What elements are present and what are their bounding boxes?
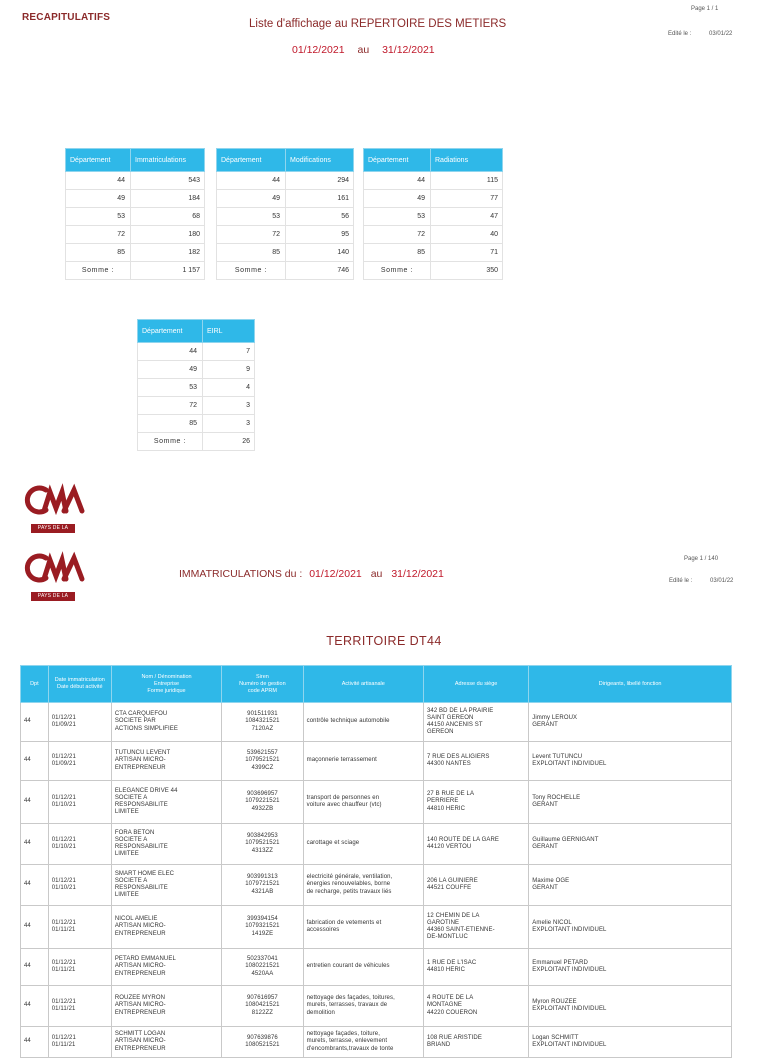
column-header: Département <box>217 149 286 172</box>
table-row <box>138 379 255 397</box>
dept-cell: 44 <box>217 172 286 190</box>
value-cell: 68 <box>131 208 205 226</box>
total-value: 1 157 <box>131 262 205 280</box>
date-from: 01/12/2021 <box>309 568 362 580</box>
column-header: EIRL <box>203 320 255 343</box>
table-row <box>66 172 205 190</box>
address-cell: 206 LA GUINIERE 44521 COUFFE <box>423 865 528 906</box>
column-header: Département <box>364 149 431 172</box>
table-row <box>364 208 503 226</box>
manager-cell: Amelie NICOL EXPLOITANT INDIVIDUEL <box>529 906 732 949</box>
column-header: Adresse du siège <box>423 666 528 703</box>
table-row <box>66 244 205 262</box>
date-separator: au <box>357 44 370 56</box>
total-row <box>138 433 255 451</box>
company-cell: ROUZEE MYRON ARTISAN MICRO- ENTREPRENEUR <box>111 986 221 1027</box>
company-cell: SMART HOME ELEC SOCIETE A RESPONSABILITE LIMITEE <box>111 865 221 906</box>
date-cell: 01/12/21 01/11/21 <box>48 906 111 949</box>
total-value: 746 <box>286 262 354 280</box>
dept-cell: 44 <box>364 172 431 190</box>
address-cell: 12 CHEMIN DE LA GAROTINE 44360 SAINT-ETIENNE- DE-MONTLUC <box>423 906 528 949</box>
dept-cell: 53 <box>66 208 131 226</box>
table-row <box>217 208 354 226</box>
table-row <box>217 226 354 244</box>
header-row <box>21 666 732 703</box>
date-cell: 01/12/21 01/10/21 <box>48 781 111 824</box>
date-cell: 01/12/21 01/09/21 <box>48 742 111 781</box>
siren-cell: 539621557 1079521521 4399CZ <box>222 742 303 781</box>
address-cell: 7 RUE DES ALIGIERS 44300 NANTES <box>423 742 528 781</box>
cma-logo <box>20 482 86 540</box>
dept-cell: 49 <box>364 190 431 208</box>
activity-cell: nettoyage des façades, toitures, murets, terrasses, travaux de demolition <box>303 986 423 1027</box>
value-cell: 71 <box>431 244 503 262</box>
total-row <box>364 262 503 280</box>
table-row <box>21 1027 732 1058</box>
manager-cell: Guillaume GERNIGANT GERANT <box>529 824 732 865</box>
date-separator: au <box>370 568 383 580</box>
dept-cell: 72 <box>364 226 431 244</box>
column-header: Dirigeants, libellé fonction <box>529 666 732 703</box>
value-cell: 7 <box>203 343 255 361</box>
value-cell: 543 <box>131 172 205 190</box>
column-header: Nom / Dénomination Entreprise Forme juridique <box>111 666 221 703</box>
activity-cell: entretien courant de véhicules <box>303 949 423 986</box>
date-to: 31/12/2021 <box>382 44 435 56</box>
column-header: Siren Numéro de gestion code APRM <box>222 666 303 703</box>
manager-cell: Logan SCHMITT EXPLOITANT INDIVIDUEL <box>529 1027 732 1058</box>
value-cell: 9 <box>203 361 255 379</box>
value-cell: 115 <box>431 172 503 190</box>
column-header: Département <box>138 320 203 343</box>
dept-cell: 44 <box>66 172 131 190</box>
table-row <box>21 781 732 824</box>
siren-cell: 903991313 1079721521 4321AB <box>222 865 303 906</box>
dept-cell: 85 <box>66 244 131 262</box>
value-cell: 184 <box>131 190 205 208</box>
table-row <box>364 226 503 244</box>
edit-label: Edité le : <box>668 31 692 37</box>
date-cell: 01/12/21 01/11/21 <box>48 949 111 986</box>
modifications-table <box>216 148 354 280</box>
column-header: Radiations <box>431 149 503 172</box>
column-header: Activité artisanale <box>303 666 423 703</box>
activity-cell: carottage et sciage <box>303 824 423 865</box>
territoire-title: TERRITOIRE DT44 <box>326 634 442 648</box>
value-cell: 182 <box>131 244 205 262</box>
dpt-cell: 44 <box>21 781 49 824</box>
table-row <box>364 244 503 262</box>
page-number: Page 1 / 1 <box>691 6 719 12</box>
table-row <box>66 190 205 208</box>
table-row <box>364 172 503 190</box>
total-value: 26 <box>203 433 255 451</box>
total-label: Somme : <box>217 262 286 280</box>
immatriculations-detail-table <box>20 665 732 1058</box>
table-row <box>138 397 255 415</box>
total-row <box>66 262 205 280</box>
activity-cell: transport de personnes en voiture avec chauffeur (vtc) <box>303 781 423 824</box>
address-cell: 1 RUE DE L'ISAC 44810 HERIC <box>423 949 528 986</box>
activity-cell: maçonnerie terrassement <box>303 742 423 781</box>
logo-caption: PAYS DE LA LOIRE <box>31 524 75 533</box>
table-row <box>66 226 205 244</box>
value-cell: 95 <box>286 226 354 244</box>
company-cell: CTA CARQUEFOU SOCIETE PAR ACTIONS SIMPLIFIEE <box>111 703 221 742</box>
total-value: 350 <box>431 262 503 280</box>
total-label: Somme : <box>66 262 131 280</box>
activity-cell: contrôle technique automobile <box>303 703 423 742</box>
value-cell: 47 <box>431 208 503 226</box>
cma-logo-mark <box>20 482 86 518</box>
dpt-cell: 44 <box>21 949 49 986</box>
date-range <box>292 44 435 56</box>
value-cell: 77 <box>431 190 503 208</box>
date-cell: 01/12/21 01/11/21 <box>48 1027 111 1058</box>
page-number: Page 1 / 140 <box>684 556 719 562</box>
dept-cell: 49 <box>66 190 131 208</box>
edit-date-value: 03/01/22 <box>710 578 734 584</box>
siren-cell: 502337041 1080221521 4520AA <box>222 949 303 986</box>
value-cell: 3 <box>203 415 255 433</box>
date-to: 31/12/2021 <box>391 568 444 580</box>
value-cell: 56 <box>286 208 354 226</box>
edit-date-value: 03/01/22 <box>709 31 733 37</box>
table-row <box>21 703 732 742</box>
table-row <box>138 343 255 361</box>
siren-cell: 907639876 1080521521 <box>222 1027 303 1058</box>
activity-cell: fabrication de vetements et accessoires <box>303 906 423 949</box>
table-row <box>21 865 732 906</box>
value-cell: 40 <box>431 226 503 244</box>
table-row <box>364 190 503 208</box>
company-cell: FORA BETON SOCIETE A RESPONSABILITE LIMITEE <box>111 824 221 865</box>
dept-cell: 53 <box>217 208 286 226</box>
immatriculations-title <box>179 568 444 580</box>
total-label: Somme : <box>364 262 431 280</box>
dept-cell: 53 <box>138 379 203 397</box>
table-row <box>217 172 354 190</box>
dept-cell: 85 <box>364 244 431 262</box>
dpt-cell: 44 <box>21 703 49 742</box>
dept-cell: 72 <box>66 226 131 244</box>
value-cell: 180 <box>131 226 205 244</box>
cma-logo-mark <box>20 550 86 586</box>
logo-caption: PAYS DE LA LOIRE <box>31 592 75 601</box>
activity-cell: electricité générale, ventilation, énergies renouvelables, borne de recharge, petits travaux liés <box>303 865 423 906</box>
dept-cell: 72 <box>217 226 286 244</box>
table-row <box>21 949 732 986</box>
title-prefix: IMMATRICULATIONS du : <box>179 568 303 580</box>
company-cell: SCHMITT LOGAN ARTISAN MICRO- ENTREPRENEUR <box>111 1027 221 1058</box>
dept-cell: 53 <box>364 208 431 226</box>
dept-cell: 49 <box>138 361 203 379</box>
column-header: Dpt <box>21 666 49 703</box>
value-cell: 3 <box>203 397 255 415</box>
value-cell: 294 <box>286 172 354 190</box>
dept-cell: 49 <box>217 190 286 208</box>
column-header: Date immatriculation Date début activité <box>48 666 111 703</box>
manager-cell: Myron ROUZEE EXPLOITANT INDIVIDUEL <box>529 986 732 1027</box>
table-row <box>138 415 255 433</box>
table-row <box>217 244 354 262</box>
address-cell: 108 RUE ARISTIDE BRIAND <box>423 1027 528 1058</box>
date-from: 01/12/2021 <box>292 44 345 56</box>
column-header: Immatriculations <box>131 149 205 172</box>
date-cell: 01/12/21 01/09/21 <box>48 703 111 742</box>
table-row <box>21 824 732 865</box>
company-cell: PETARD EMMANUEL ARTISAN MICRO- ENTREPRENEUR <box>111 949 221 986</box>
immatriculations-table <box>65 148 205 280</box>
dpt-cell: 44 <box>21 742 49 781</box>
dpt-cell: 44 <box>21 1027 49 1058</box>
manager-cell: Maxime OGE GERANT <box>529 865 732 906</box>
table-row <box>138 361 255 379</box>
column-header: Modifications <box>286 149 354 172</box>
value-cell: 140 <box>286 244 354 262</box>
table-row <box>21 986 732 1027</box>
activity-cell: nettoyage façades, toiture, murets, terrasse, enlevement d'encombrants,travaux de tonte <box>303 1027 423 1058</box>
dept-cell: 72 <box>138 397 203 415</box>
edit-label: Edité le : <box>669 578 693 584</box>
date-cell: 01/12/21 01/11/21 <box>48 986 111 1027</box>
table-row <box>66 208 205 226</box>
address-cell: 342 BD DE LA PRAIRIE SAINT GEREON 44150 ANCENIS ST GEREON <box>423 703 528 742</box>
edit-date <box>669 578 733 584</box>
company-cell: TUTUNCU LEVENT ARTISAN MICRO- ENTREPRENEUR <box>111 742 221 781</box>
siren-cell: 399394154 1079321521 1419ZE <box>222 906 303 949</box>
dept-cell: 85 <box>138 415 203 433</box>
company-cell: ELEGANCE DRIVE 44 SOCIETE A RESPONSABILITE LIMITEE <box>111 781 221 824</box>
manager-cell: Tony ROCHELLE GERANT <box>529 781 732 824</box>
table-row <box>217 190 354 208</box>
address-cell: 140 ROUTE DE LA GARE 44120 VERTOU <box>423 824 528 865</box>
table-row <box>21 906 732 949</box>
siren-cell: 907616957 1080421521 8122ZZ <box>222 986 303 1027</box>
cma-logo <box>20 550 86 608</box>
siren-cell: 903842953 1079521521 4313ZZ <box>222 824 303 865</box>
manager-cell: Jimmy LEROUX GERANT <box>529 703 732 742</box>
dpt-cell: 44 <box>21 865 49 906</box>
date-cell: 01/12/21 01/10/21 <box>48 865 111 906</box>
manager-cell: Emmanuel PETARD EXPLOITANT INDIVIDUEL <box>529 949 732 986</box>
dept-cell: 44 <box>138 343 203 361</box>
dept-cell: 85 <box>217 244 286 262</box>
eirl-table <box>137 319 255 451</box>
siren-cell: 903696957 1079221521 4932ZB <box>222 781 303 824</box>
siren-cell: 901511931 1084321521 7120AZ <box>222 703 303 742</box>
dpt-cell: 44 <box>21 906 49 949</box>
value-cell: 4 <box>203 379 255 397</box>
table-row <box>21 742 732 781</box>
company-cell: NICOL AMELIE ARTISAN MICRO- ENTREPRENEUR <box>111 906 221 949</box>
dpt-cell: 44 <box>21 986 49 1027</box>
radiations-table <box>363 148 503 280</box>
total-row <box>217 262 354 280</box>
total-label: Somme : <box>138 433 203 451</box>
address-cell: 27 B RUE DE LA PERRIERE 44810 HERIC <box>423 781 528 824</box>
list-title: Liste d'affichage au REPERTOIRE DES METIERS <box>249 18 507 30</box>
value-cell: 161 <box>286 190 354 208</box>
section-title: RECAPITULATIFS <box>22 12 111 23</box>
column-header: Département <box>66 149 131 172</box>
address-cell: 4 ROUTE DE LA MONTAGNE 44220 COUERON <box>423 986 528 1027</box>
edit-date <box>668 31 732 37</box>
dpt-cell: 44 <box>21 824 49 865</box>
date-cell: 01/12/21 01/10/21 <box>48 824 111 865</box>
manager-cell: Levent TUTUNCU EXPLOITANT INDIVIDUEL <box>529 742 732 781</box>
